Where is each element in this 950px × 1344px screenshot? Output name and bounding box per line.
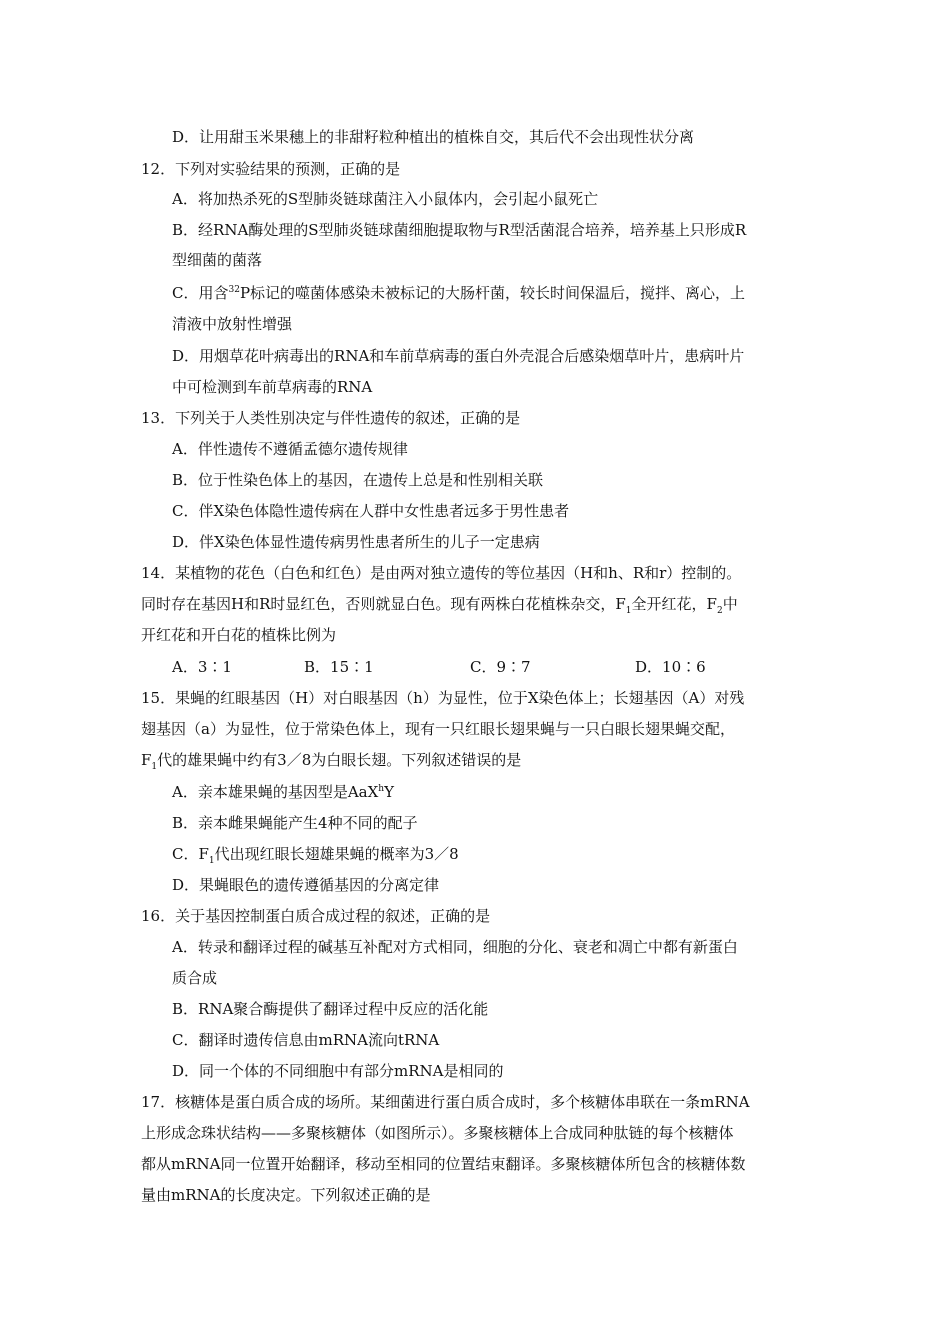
q14-option-c: C．9∶7	[470, 658, 531, 676]
q14-subscript-2: 2	[716, 606, 723, 616]
q15-stem-line1: 15．果蝇的红眼基因（H）对白眼基因（h）为显性，位于X染色体上；长翅基因（A）对残	[141, 689, 745, 707]
q12-option-c-line1	[172, 283, 745, 303]
q16-option-c: C．翻译时遗传信息由mRNA流向tRNA	[172, 1031, 440, 1049]
q14-stem-line1: 14．某植物的花色（白色和红色）是由两对独立遗传的等位基因（H和h、R和r）控制的。	[141, 564, 742, 582]
q15-option-c	[172, 844, 459, 864]
q14-stem-line2	[141, 594, 738, 614]
q12-option-b-line1: B．经RNA酶处理的S型肺炎链球菌细胞提取物与R型活菌混合培养，培养基上只形成R	[172, 221, 747, 239]
q12-option-c-prefix: C．用含	[172, 284, 229, 302]
q15-stem-line3-prefix: F	[141, 751, 152, 769]
q17-stem-line4: 量由mRNA的长度决定。下列叙述正确的是	[141, 1186, 431, 1204]
q15-option-c-subscript: 1	[208, 856, 215, 866]
q15-option-b: B．亲本雌果蝇能产生4种不同的配子	[172, 814, 418, 832]
q14-stem-line2-b: 全开红花，F	[631, 595, 717, 613]
q13-option-a: A．伴性遗传不遵循孟德尔遗传规律	[172, 440, 408, 458]
q15-option-c-text: 代出现红眼长翅雄果蝇的概率为3／8	[214, 845, 459, 863]
q15-option-d: D．果蝇眼色的遗传遵循基因的分离定律	[172, 876, 440, 894]
q14-options	[172, 657, 732, 677]
q12-option-d-line1: D．用烟草花叶病毒出的RNA和车前草病毒的蛋白外壳混合后感染烟草叶片，患病叶片	[172, 347, 745, 365]
q15-stem-line3	[141, 750, 521, 770]
q16-option-a-line2: 质合成	[172, 969, 218, 987]
q13-option-d: D．伴X染色体显性遗传病男性患者所生的儿子一定患病	[172, 533, 540, 551]
q12-option-c-line2: 清液中放射性增强	[172, 315, 293, 333]
q12-stem: 12．下列对实验结果的预测，正确的是	[141, 160, 401, 178]
q12-option-c-text: P标记的噬菌体感染未被标记的大肠杆菌，较长时间保温后，搅拌、离心，上	[239, 284, 746, 302]
q17-stem-line2: 上形成念珠状结构——多聚核糖体（如图所示）。多聚核糖体上合成同种肽链的每个核糖体	[141, 1124, 734, 1142]
q14-option-a: A．3∶1	[172, 658, 232, 676]
q16-stem: 16．关于基因控制蛋白质合成过程的叙述，正确的是	[141, 907, 491, 925]
q14-stem-line2-a: 同时存在基因H和R时显红色，否则就显白色。现有两株白花植株杂交，F	[141, 595, 626, 613]
q14-stem-line3: 开红花和开白花的植株比例为	[141, 626, 337, 644]
q17-stem-line3: 都从mRNA同一位置开始翻译，移动至相同的位置结束翻译。多聚核糖体所包含的核糖体数	[141, 1155, 746, 1173]
q12-option-a: A．将加热杀死的S型肺炎链球菌注入小鼠体内，会引起小鼠死亡	[172, 190, 599, 208]
q15-option-c-prefix: C．F	[172, 845, 209, 863]
q12-option-c-superscript: 32	[228, 285, 240, 295]
q14-subscript-1: 1	[625, 606, 632, 616]
q14-option-b: B．15∶1	[304, 658, 374, 676]
q12-option-b-line2: 型细菌的菌落	[172, 251, 263, 269]
q16-option-a-line1: A．转录和翻译过程的碱基互补配对方式相同，细胞的分化、衰老和凋亡中都有新蛋白	[172, 938, 738, 956]
q15-stem-line2: 翅基因（a）为显性，位于常染色体上，现有一只红眼长翅果蝇与一只白眼长翅果蝇交配，	[141, 720, 735, 738]
q14-stem-line2-c: 中	[722, 595, 738, 613]
q15-option-a-suffix: Y	[384, 783, 394, 801]
q16-option-d: D．同一个体的不同细胞中有部分mRNA是相同的	[172, 1062, 504, 1080]
q13-stem: 13．下列关于人类性别决定与伴性遗传的叙述，正确的是	[141, 409, 521, 427]
q15-stem-line3-text: 代的雄果蝇中约有3／8为白眼长翅。下列叙述错误的是	[157, 751, 522, 769]
q13-option-b: B．位于性染色体上的基因，在遗传上总是和性别相关联	[172, 471, 544, 489]
q17-stem-line1: 17．核糖体是蛋白质合成的场所。某细菌进行蛋白质合成时，多个核糖体串联在一条mRNA	[141, 1093, 750, 1111]
q11-option-d: D．让用甜玉米果穗上的非甜籽粒种植出的植株自交，其后代不会出现性状分离	[172, 128, 695, 146]
q14-option-d: D．10∶6	[635, 658, 706, 676]
q15-option-a-superscript: h	[378, 784, 385, 794]
q16-option-b: B．RNA聚合酶提供了翻译过程中反应的活化能	[172, 1000, 489, 1018]
q15-option-a-prefix: A．亲本雄果蝇的基因型是AaX	[172, 783, 379, 801]
q12-option-d-line2: 中可检测到车前草病毒的RNA	[172, 378, 373, 396]
q15-option-a	[172, 782, 394, 802]
q13-option-c: C．伴X染色体隐性遗传病在人群中女性患者远多于男性患者	[172, 502, 570, 520]
q15-subscript: 1	[151, 762, 158, 772]
